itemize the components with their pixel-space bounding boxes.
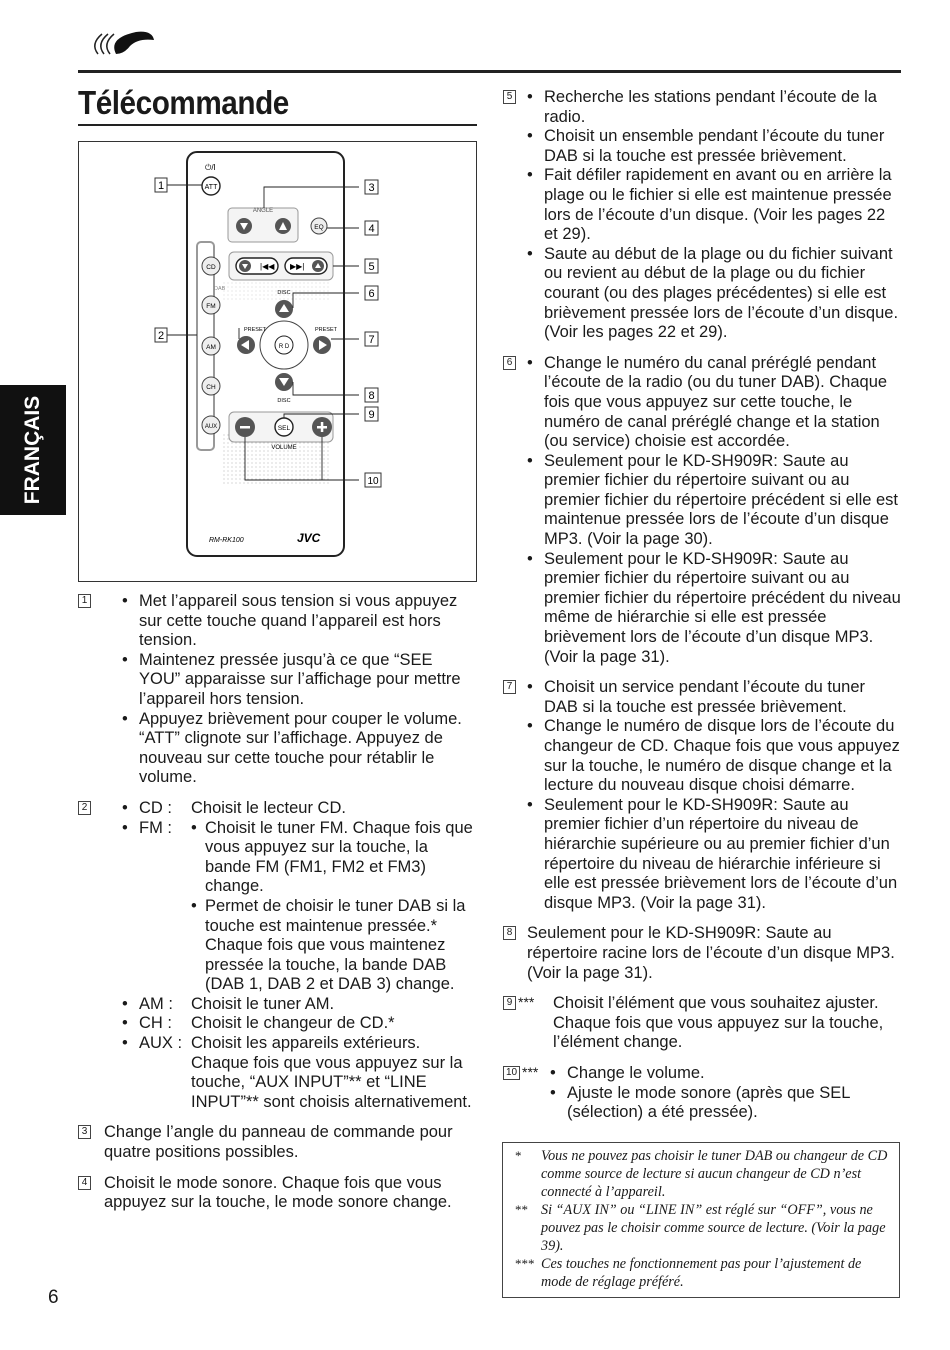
volume-label: VOLUME bbox=[271, 445, 297, 451]
preset-right-label: PRESET bbox=[315, 327, 338, 333]
eq-label: EQ bbox=[314, 224, 324, 231]
preset-left-label: PRESET bbox=[244, 327, 267, 333]
list-item: • Choisit un ensemble pendant l’écoute du tuner DAB si la touche est pressée brièvement. bbox=[527, 127, 903, 166]
section-number: 8 bbox=[503, 926, 516, 940]
footnote bbox=[515, 1147, 891, 1201]
value-text: Choisit le lecteur CD. bbox=[191, 798, 346, 817]
footnote-mark: *** bbox=[518, 994, 535, 1011]
section-5 bbox=[503, 88, 903, 343]
sub-item: • Choisit le tuner FM. Chaque fois que vous appuyez sur la touche, la bande FM (FM1, FM2 et FM3) change. bbox=[191, 819, 478, 897]
list-item: • Change le numéro du canal préréglé pendant l’écoute de la radio (ou du tuner DAB). Chaque fois que vous appuyez sur cette touche, le numéro de canal préréglé change et la station (ou service) choisie est accordée. bbox=[527, 354, 903, 452]
list-item: • Seulement pour le KD-SH909R: Saute au premier fichier d’un répertoire du niveau de hiérarchie supérieure ou au premier fichier d’un répertoire du niveau de hiérarchie inférieure si elle est pressée brièvement lors de l’écoute d’un disque MP3. (Voir la page 31). bbox=[527, 796, 903, 914]
list-item: • Seulement pour le KD-SH909R: Saute au premier fichier du répertoire suivant ou au premier fichier du répertoire précédent du niveau même de hiérarchie si elle est pressée brièvement lors de l’écoute d’un disque MP3. (Voir la page 31). bbox=[527, 550, 903, 668]
minus-icon bbox=[240, 426, 250, 429]
footnote-text: Si “AUX IN” ou “LINE IN” est réglé sur “OFF”, vous ne pouvez pas le choisir comme source de lecture. (Voir la page 39). bbox=[541, 1202, 886, 1254]
power-symbol-label: ⏻/I bbox=[205, 163, 216, 172]
key-label: • AM : bbox=[139, 994, 173, 1013]
footnote-mark: *** bbox=[515, 1256, 535, 1271]
section-4 bbox=[78, 1174, 478, 1213]
section-1 bbox=[78, 592, 478, 788]
rd-label: R D bbox=[278, 344, 290, 350]
footnote-mark: ** bbox=[515, 1202, 528, 1217]
list-item: • Saute au début de la plage ou du fichier suivant ou revient au début de la plage ou du fichier courant (ou des plages précédentes) si elle est brièvement pressée lors de l’écoute d’un disque. (Voir les pages 22 et 29). bbox=[527, 245, 903, 343]
section-number: 9 bbox=[503, 996, 516, 1010]
source-aux-item bbox=[122, 1034, 478, 1112]
key-label: • CD : bbox=[139, 798, 172, 817]
key-label: • CH : bbox=[139, 1014, 172, 1033]
section-number: 6 bbox=[503, 356, 516, 370]
previous-track-icon: |◀◀ bbox=[260, 262, 275, 271]
aux-label: AUX bbox=[204, 424, 218, 430]
section-9 bbox=[503, 994, 903, 1053]
disc-up-label: DISC bbox=[277, 290, 291, 296]
list-item: • Ajuste le mode sonore (après que SEL (sélection) a été pressée). bbox=[550, 1084, 903, 1123]
callout-8: 8 bbox=[368, 390, 375, 402]
ch-label: CH bbox=[206, 384, 216, 391]
key-label: • AUX : bbox=[139, 1034, 183, 1053]
key-label: • FM : bbox=[139, 818, 172, 837]
source-fm-item bbox=[122, 819, 478, 995]
list-item: • Fait défiler rapidement en avant ou en arrière la plage ou le fichier si elle est maintenue pressée lors de l’écoute d’un disque. (Voir les pages 22 et 29). bbox=[527, 166, 903, 244]
left-column bbox=[78, 592, 478, 1224]
section-number: 3 bbox=[78, 1125, 91, 1139]
list-item: • Seulement pour le KD-SH909R: Saute au premier fichier du répertoire suivant ou au premier fichier du répertoire précédent si elle est maintenue pressée lors de l’écoute d’un disque MP3. (Voir la page 30). bbox=[527, 452, 903, 550]
brand-logo-icon bbox=[78, 24, 158, 64]
callout-9: 9 bbox=[368, 409, 375, 421]
fm-label: FM bbox=[206, 303, 216, 310]
footnote-text: Vous ne pouvez pas choisir le tuner DAB ou changeur de CD comme source de lecture si aucun changeur de CD n’est connecté à l’appareil. bbox=[541, 1148, 888, 1200]
section-text: Seulement pour le KD-SH909R: Saute au répertoire racine lors de l’écoute d’un disque MP3. (Voir la page 31). bbox=[527, 924, 895, 982]
section-10 bbox=[503, 1064, 903, 1123]
list-item: • Choisit un service pendant l’écoute du tuner DAB si la touche est pressée brièvement. bbox=[527, 678, 903, 717]
footnote-mark: * bbox=[515, 1148, 522, 1163]
section-2 bbox=[78, 799, 478, 1113]
list-item: • Recherche les stations pendant l’écoute de la radio. bbox=[527, 88, 903, 127]
list-item: • Change le volume. bbox=[550, 1064, 903, 1084]
callout-5: 5 bbox=[368, 261, 375, 273]
page-title: Télécommande bbox=[78, 84, 289, 121]
section-text: Change l’angle du panneau de commande pour quatre positions possibles. bbox=[104, 1123, 453, 1162]
list-item: • Change le numéro de disque lors de l’écoute du changeur de CD. Chaque fois que vous appuyez sur la touche, le numéro de disque change et la lecture du nouveau disque choisi démarre. bbox=[527, 717, 903, 795]
sel-label: SEL bbox=[277, 425, 291, 432]
value-text: Choisit le changeur de CD.* bbox=[191, 1014, 395, 1033]
cd-label: CD bbox=[206, 264, 216, 271]
source-ch-item bbox=[122, 1014, 478, 1034]
callout-7: 7 bbox=[368, 334, 375, 346]
page-number: 6 bbox=[48, 1287, 59, 1308]
section-number: 10 bbox=[503, 1066, 520, 1080]
footnote-mark: *** bbox=[522, 1063, 539, 1080]
list-item: • Met l’appareil sous tension si vous appuyez sur cette touche quand l’appareil est hors tension. bbox=[122, 592, 478, 651]
section-number: 7 bbox=[503, 680, 516, 694]
section-7 bbox=[503, 678, 903, 913]
am-label: AM bbox=[206, 344, 216, 351]
remote-figure bbox=[78, 141, 477, 582]
right-column bbox=[503, 88, 903, 1134]
disc-down-label: DISC bbox=[277, 398, 291, 404]
footnote-text: Ces touches ne fonctionnement pas pour l’ajustement de mode de réglage préféré. bbox=[541, 1256, 862, 1290]
footnotes-box bbox=[502, 1142, 900, 1298]
plus-icon bbox=[321, 422, 324, 432]
section-number: 1 bbox=[78, 594, 91, 608]
sub-item: • Permet de choisir le tuner DAB si la touche est maintenue pressée.* Chaque fois que vous maintenez pressée la touche, la bande DAB (DAB 1, DAB 2 et DAB 3) change. bbox=[191, 897, 478, 995]
callout-4: 4 bbox=[368, 223, 375, 235]
section-text: Choisit l’élément que vous souhaitez ajuster. Chaque fois que vous appuyez sur la touche, l’élément change. bbox=[553, 994, 884, 1052]
model-label: RM-RK100 bbox=[209, 537, 244, 544]
section-3 bbox=[78, 1123, 478, 1162]
brand-label: JVC bbox=[297, 531, 321, 545]
section-number: 2 bbox=[78, 801, 91, 815]
footnote bbox=[515, 1255, 891, 1291]
value-text: Choisit le tuner AM. bbox=[191, 994, 335, 1013]
language-tab bbox=[0, 385, 66, 515]
header-rule bbox=[78, 70, 901, 73]
title-rule bbox=[78, 124, 477, 126]
att-label: ATT bbox=[204, 184, 218, 191]
section-6 bbox=[503, 354, 903, 668]
remote-control-diagram bbox=[79, 142, 478, 583]
section-8 bbox=[503, 924, 903, 983]
dab-label: DAB bbox=[214, 286, 226, 292]
callout-6: 6 bbox=[368, 288, 375, 300]
list-item: • Appuyez brièvement pour couper le volume. “ATT” clignote sur l’affichage. Appuyez de nouveau sur cette touche pour rétablir le volume. bbox=[122, 710, 478, 788]
callout-10: 10 bbox=[367, 476, 379, 487]
callout-1: 1 bbox=[157, 180, 165, 192]
source-cd-item bbox=[122, 799, 478, 819]
callout-3: 3 bbox=[368, 182, 375, 194]
language-tab-label: FRANÇAIS bbox=[21, 395, 44, 505]
section-number: 4 bbox=[78, 1176, 91, 1190]
value-text: Choisit les appareils extérieurs. Chaque fois que vous appuyez sur la touche, “AUX INPUT”** et “LINE INPUT”** sont choisis alternativement. bbox=[191, 1034, 472, 1111]
next-track-icon: ▶▶| bbox=[290, 262, 305, 271]
section-number: 5 bbox=[503, 90, 516, 104]
callout-2: 2 bbox=[157, 330, 165, 342]
angle-label: ANGLE bbox=[252, 208, 274, 214]
source-am-item bbox=[122, 995, 478, 1015]
section-text: Choisit le mode sonore. Chaque fois que vous appuyez sur la touche, le mode sonore change. bbox=[104, 1173, 452, 1212]
footnote bbox=[515, 1201, 891, 1255]
list-item: • Maintenez pressée jusqu’à ce que “SEE YOU” apparaisse sur l’affichage pour mettre l’appareil hors tension. bbox=[122, 651, 478, 710]
